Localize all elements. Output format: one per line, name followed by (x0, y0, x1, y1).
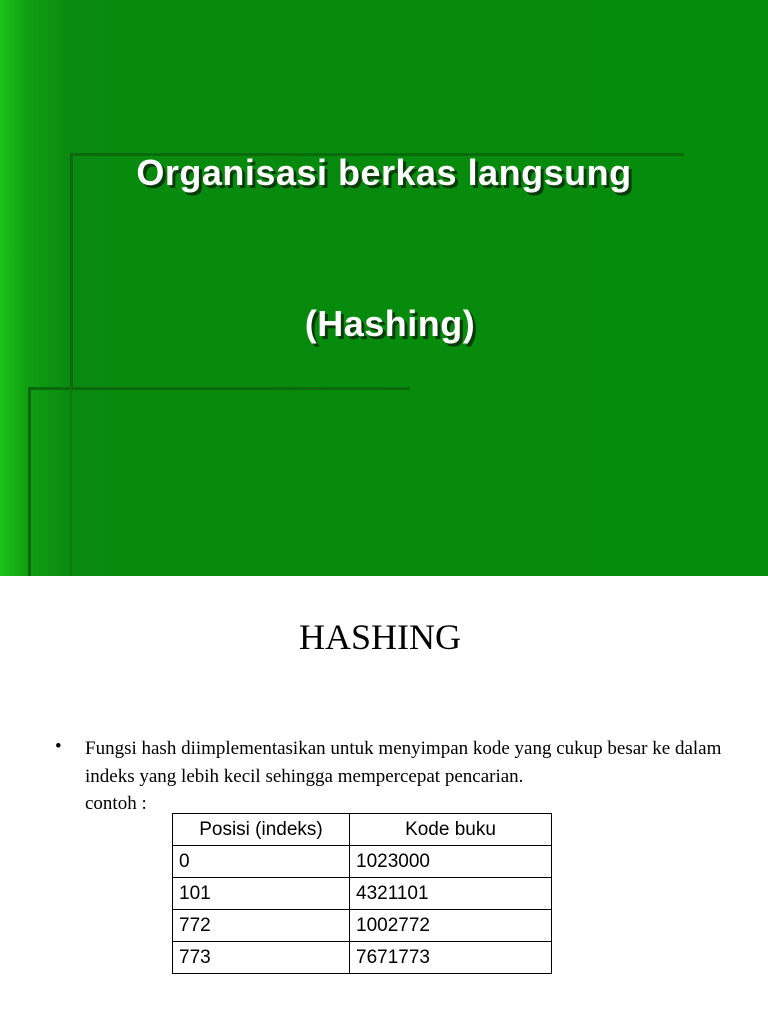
cell-position: 772 (173, 910, 350, 942)
cell-book-code: 4321101 (350, 878, 552, 910)
column-header-position: Posisi (indeks) (173, 814, 350, 846)
cell-position: 773 (173, 942, 350, 974)
cell-position: 0 (173, 846, 350, 878)
slide-title-line2: (Hashing) (304, 303, 476, 344)
bullet-marker: • (55, 736, 62, 757)
example-label: contoh : (85, 793, 147, 814)
table-row (173, 910, 552, 942)
column-header-book-code: Kode buku (350, 814, 552, 846)
decor-bar-vertical-left (28, 387, 31, 576)
table-row (173, 878, 552, 910)
cell-book-code: 1002772 (350, 910, 552, 942)
table-header-row (173, 814, 552, 846)
hash-table (172, 813, 552, 974)
cell-position: 101 (173, 878, 350, 910)
slide-title-line1: Organisasi berkas langsung (136, 152, 632, 193)
table-row (173, 942, 552, 974)
cell-book-code: 7671773 (350, 942, 552, 974)
bullet-paragraph: Fungsi hash diimplementasikan untuk menyimpan kode yang cukup besar ke dalam indeks yang lebih kecil sehingga mempercepat pencarian. (85, 738, 722, 787)
decor-bar-middle (28, 387, 410, 390)
decor-bar-vertical-inner (70, 387, 72, 576)
slide-heading: HASHING (299, 617, 461, 657)
table-row (173, 846, 552, 878)
content-slide (0, 576, 768, 1024)
cell-book-code: 1023000 (350, 846, 552, 878)
